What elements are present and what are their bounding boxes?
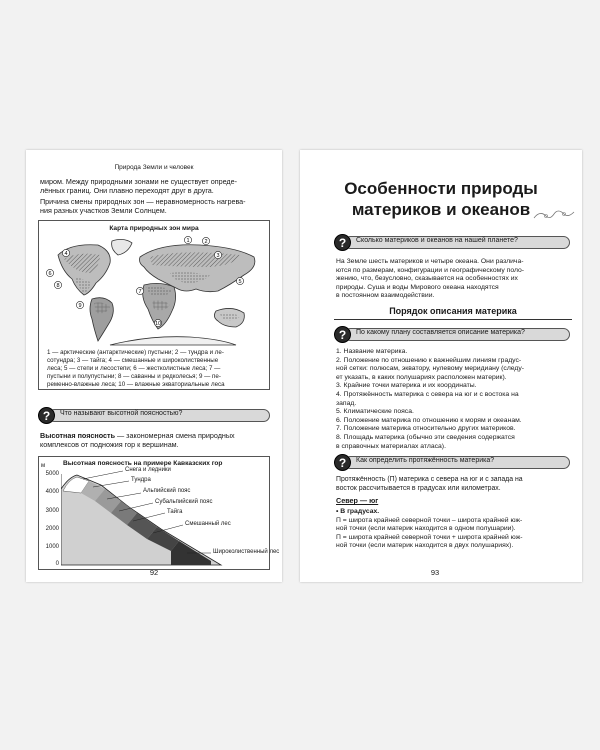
belt-mixed-forest: Смешанный лес [185, 521, 231, 527]
svg-text:9: 9 [78, 303, 82, 309]
svg-text:6: 6 [48, 271, 52, 277]
question-mark-icon: ? [334, 454, 351, 471]
zone-marker-5 [236, 277, 243, 285]
tick-5000: 5000 [45, 471, 59, 477]
belt-broadleaf-forest: Широколиственный лес [213, 549, 280, 555]
plan-item: запад. [336, 399, 357, 407]
zone-marker-9 [76, 301, 83, 309]
tick-0: 0 [55, 561, 59, 567]
plan-item: 3. Крайние точки материка и их координаты. [336, 382, 477, 390]
plan-item: 2. Положение по отношению к важнейшим линиям градус- [336, 356, 522, 364]
decorative-ornament [532, 208, 576, 222]
definition-line-2: комплексов от подножия гор к вершинам. [40, 440, 179, 450]
zone-marker-3 [214, 251, 221, 259]
definition-line-1 [40, 431, 268, 440]
definition-term: Высотная поясность [40, 431, 115, 440]
question-mark-icon: ? [38, 407, 55, 424]
greenland-shape [112, 239, 132, 255]
svg-text:8: 8 [56, 283, 60, 289]
answer-line: жению, что, безусловно, сказывается на особенностях их [336, 275, 518, 283]
chapter-title-line-2: материков и океанов [351, 200, 531, 219]
question-text: По какому плану составляется описание материка? [356, 329, 525, 336]
page-number-left: 92 [149, 568, 159, 577]
extent-line: Протяжённость (П) материка с севера на юг и с запада на [336, 476, 523, 483]
map-title: Карта природных зон мира [109, 225, 199, 232]
legend-line: сотундра; 3 — тайга; 4 — смешанные и широколиственные [47, 357, 219, 364]
answer-line: ются по размерам, конфигурации и географическому поло- [336, 266, 525, 274]
running-head: Природа Земли и человек [114, 164, 194, 171]
svg-text:1: 1 [186, 238, 190, 244]
natural-zones-map-figure [38, 220, 270, 390]
right-page [300, 150, 582, 582]
legend-line: 1 — арктические (антарктические) пустыни; 2 — тундра и ле- [47, 349, 224, 356]
definition-paragraph [40, 431, 268, 449]
section-title: Порядок описания материка [389, 306, 517, 316]
extent-paragraph [336, 476, 568, 494]
bullet-dot-icon: • [336, 508, 341, 515]
world-map [40, 233, 270, 349]
cause-line: Причина смены природных зон — неравномерность нагрева- [40, 197, 246, 206]
svg-text:7: 7 [138, 289, 142, 295]
question-bar-plan [334, 326, 570, 343]
plan-item: 1. Название материка. [336, 348, 408, 355]
zone-marker-10 [154, 319, 161, 327]
plan-item: 5. Климатические пояса. [336, 408, 414, 416]
formula-line: П = широта крайней северной точки + широта крайней юж- [336, 533, 523, 541]
belt-alpine: Альпийский пояс [143, 488, 191, 494]
extent-line: восток рассчитывается в градусах или километрах. [336, 484, 501, 492]
zone-marker-2 [202, 237, 209, 245]
svg-text:3: 3 [216, 253, 220, 259]
belt-tundra: Тундра [131, 477, 151, 483]
zone-marker-4 [62, 249, 69, 257]
degrees-block [336, 508, 568, 551]
answer-line: На Земле шесть материков и четыре океана. Они различа- [336, 258, 524, 265]
plan-item: 6. Положение материка по отношению к морям и океанам. [336, 416, 522, 424]
question-mark-icon: ? [334, 234, 351, 251]
left-page [26, 150, 282, 582]
question-bar-altitudinal [38, 407, 270, 424]
tick-4000: 4000 [45, 489, 59, 495]
question-bar-extent [334, 454, 570, 471]
belt-snow-glaciers: Снега и ледники [125, 467, 171, 473]
svg-text:2: 2 [204, 239, 208, 245]
cause-paragraph [40, 197, 268, 215]
tick-3000: 3000 [45, 508, 59, 514]
zone-marker-6 [46, 269, 53, 277]
plan-item: ет указать, в каких полушариях расположен материк). [336, 373, 507, 381]
intro-line: миром. Между природными зонами не существует опреде- [40, 177, 238, 186]
svg-text:4: 4 [64, 251, 68, 257]
svg-text:5: 5 [238, 279, 242, 285]
question-bar-continents [334, 234, 570, 251]
answer-line: в постоянном взаимодействии. [336, 292, 435, 300]
description-plan-list [336, 348, 568, 451]
tick-2000: 2000 [45, 526, 59, 532]
question-text: Что называют высотной поясностью? [60, 410, 183, 417]
plan-item: 7. Положение материка относительно других материков. [336, 425, 516, 433]
belt-subalpine: Субальпийский пояс [155, 499, 213, 505]
altitude-unit: м [41, 463, 46, 469]
antarctica-shape [110, 337, 236, 345]
subhead-north-south: Север — юг [336, 496, 379, 505]
tick-1000: 1000 [45, 544, 59, 550]
chapter-title-line-1: Особенности природы [344, 179, 538, 198]
altitude-chart-title: Высотная поясность на примере Кавказских гор [63, 460, 223, 467]
legend-line: ременно-влажные леса; 10 — влажные экваториальные леса [47, 381, 225, 388]
intro-paragraph [40, 177, 268, 195]
plan-item: в справочных материалах атласа). [336, 442, 446, 450]
formula-line: П = широта крайней северной точки – широта крайней юж- [336, 516, 523, 524]
zone-marker-1 [184, 236, 191, 244]
question-mark-icon: ? [334, 326, 351, 343]
bullet-text: В градусах. [340, 508, 380, 515]
formula-line: ной точки (если материк находится в двух полушариях). [336, 542, 514, 550]
map-legend [47, 349, 263, 389]
intro-line: лённых границ. Они плавно переходят друг в друга. [40, 186, 214, 196]
legend-line: пустыни и полупустыни; 8 — саванны и редколесья; 9 — пе- [47, 373, 221, 380]
plan-item: 4. Протяжённость материка с севера на юг и с востока на [336, 390, 519, 398]
page-number-right: 93 [430, 568, 440, 577]
zone-marker-7 [136, 287, 143, 295]
altitude-zonation-figure [38, 456, 280, 570]
legend-line: леса; 5 — степи и лесостепи; 6 — жестколистные леса; 7 — [47, 365, 221, 372]
question-text: Сколько материков и океанов на нашей планете? [356, 237, 518, 244]
formula-line: ной точки (если материк находится в одном полушарии). [336, 525, 516, 533]
question-text: Как определить протяжённость материка? [356, 457, 495, 464]
zone-marker-8 [54, 281, 61, 289]
cause-line: ния разных участков Земли Солнцем. [40, 206, 167, 216]
plan-item: 8. Площадь материка (обычно эти сведения содержатся [336, 433, 515, 441]
plan-item: ной сетки: полюсам, экватору, нулевому меридиану (следу- [336, 365, 525, 373]
definition-text: — закономерная смена природных [115, 431, 235, 440]
answer-line: природы. Суша и воды Мирового океана находятся [336, 283, 499, 291]
answer-continents [336, 258, 568, 301]
belt-taiga: Тайга [167, 509, 183, 515]
svg-text:10: 10 [154, 321, 162, 327]
bullet-line [336, 508, 568, 517]
section-rule [334, 319, 572, 320]
